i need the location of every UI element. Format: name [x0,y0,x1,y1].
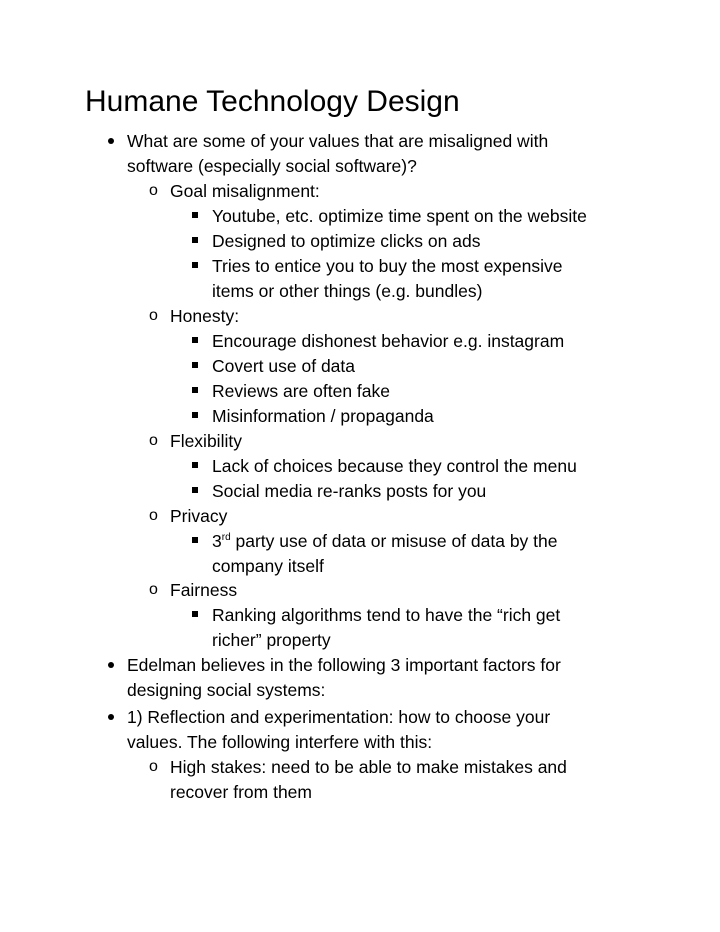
sub-sub-bullet-text-cont: richer” property [212,630,331,650]
bullet-text: What are some of your values that are misaligned with [127,131,549,151]
bullet-dot [108,714,114,720]
sub-sub-bullet-text: Social media re-ranks posts for you [212,481,487,501]
sub-sub-bullet-text: Reviews are often fake [212,381,391,401]
sub-sub-bullet-text: Misinformation / propaganda [212,406,434,426]
sub-bullet-ring: o [149,758,158,775]
sub-bullet-text: Honesty: [170,306,240,326]
sub-sub-bullet-square [192,611,198,617]
sub-bullet-ring: o [149,307,158,324]
sub-sub-bullet-square [192,412,198,418]
sub-bullet-ring: o [149,507,158,524]
sub-sub-bullet-text: Designed to optimize clicks on ads [212,231,481,251]
sub-bullet-text: Flexibility [170,431,242,451]
sub-sub-bullet-square [192,462,198,468]
sub-sub-bullet-square [192,212,198,218]
sub-sub-bullet-square [192,537,198,543]
sub-sub-bullet-text: Encourage dishonest behavior e.g. instagram [212,331,565,351]
ordinal-number: 3 [212,531,222,551]
sub-bullet-text: Fairness [170,580,238,600]
sub-sub-bullet-text: Ranking algorithms tend to have the “rich get [212,605,561,625]
sub-bullet-ring: o [149,182,158,199]
sub-sub-bullet-text: Tries to entice you to buy the most expensive [212,256,563,276]
sub-sub-bullet-square [192,487,198,493]
bullet-dot [108,138,114,144]
sub-bullet-ring: o [149,432,158,449]
bullet-dot [108,662,114,668]
sub-bullet-ring: o [149,581,158,598]
sub-sub-bullet-text: Youtube, etc. optimize time spent on the website [212,206,587,226]
bullet-text-cont: software (especially social software)? [127,156,417,176]
sub-bullet-text-cont: recover from them [170,782,312,802]
sub-sub-bullet-text-cont: items or other things (e.g. bundles) [212,281,483,301]
sub-sub-bullet-text: Covert use of data [212,356,355,376]
bullet-text-cont: designing social systems: [127,680,326,700]
sub-sub-bullet-text [212,530,558,552]
privacy-text: party use of data or misuse of data by the [230,531,558,551]
bullet-text: Edelman believes in the following 3 important factors for [127,655,561,675]
sub-bullet-text: Goal misalignment: [170,181,320,201]
sub-sub-bullet-text-cont: company itself [212,556,324,576]
bullet-text: 1) Reflection and experimentation: how to choose your [127,707,551,727]
sub-bullet-text: Privacy [170,506,228,526]
sub-sub-bullet-square [192,362,198,368]
sub-sub-bullet-square [192,262,198,268]
page-title: Humane Technology Design [85,85,460,118]
sub-sub-bullet-square [192,387,198,393]
sub-sub-bullet-square [192,337,198,343]
sub-bullet-text: High stakes: need to be able to make mistakes and [170,757,567,777]
sub-sub-bullet-text: Lack of choices because they control the menu [212,456,577,476]
ordinal-suffix: rd [221,532,231,543]
sub-sub-bullet-square [192,237,198,243]
bullet-text-cont: values. The following interfere with this: [127,732,433,752]
